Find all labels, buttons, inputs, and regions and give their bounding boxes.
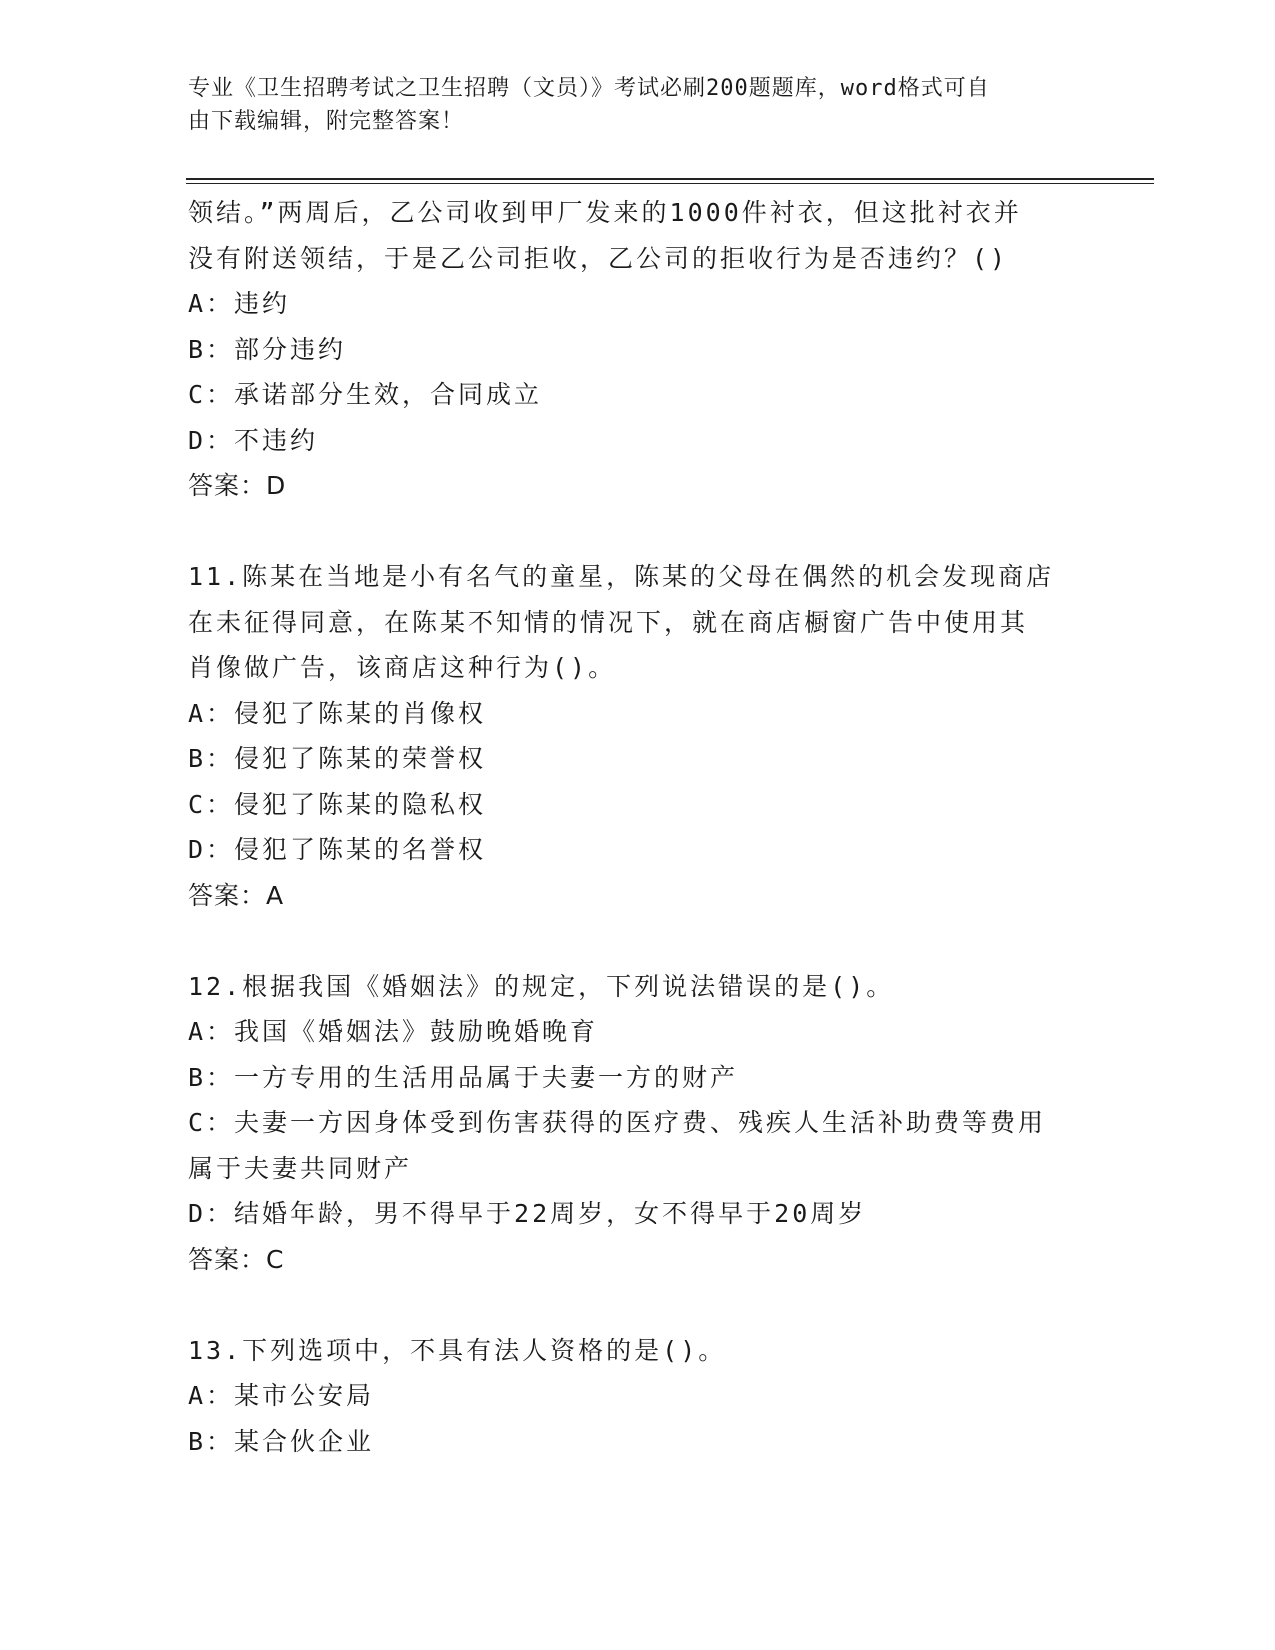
header-rule-thick — [186, 178, 1154, 180]
option-c: C：侵犯了陈某的隐私权 — [188, 789, 487, 819]
answer-line: 答案：C — [188, 1244, 285, 1274]
spacer — [188, 1282, 1088, 1328]
question-11 — [188, 554, 1088, 918]
answer-line: 答案：A — [188, 880, 285, 910]
question-stem-line: 11.陈某在当地是小有名气的童星，陈某的父母在偶然的机会发现商店 — [188, 562, 1055, 591]
option-a: A：侵犯了陈某的肖像权 — [188, 698, 487, 728]
header-rule-thin — [186, 183, 1154, 184]
option-b: B：某合伙企业 — [188, 1426, 375, 1456]
question-stem-line: 12.根据我国《婚姻法》的规定，下列说法错误的是()。 — [188, 971, 895, 1001]
question-list — [188, 190, 1088, 1464]
option-b: B：部分违约 — [188, 334, 347, 364]
option-b: B：一方专用的生活用品属于夫妻一方的财产 — [188, 1062, 739, 1092]
page-header — [188, 72, 1068, 138]
question-stem-line: 在未征得同意，在陈某不知情的情况下，就在商店橱窗广告中使用其 — [188, 607, 1029, 637]
option-d: D：侵犯了陈某的名誉权 — [188, 835, 487, 864]
option-b: B：侵犯了陈某的荣誉权 — [188, 744, 487, 773]
option-c: C：夫妻一方因身体受到伤害获得的医疗费、残疾人生活补助费等费用 — [188, 1108, 1047, 1137]
question-stem-line: 领结。”两周后，乙公司收到甲厂发来的1000件衬衣，但这批衬衣并 — [188, 198, 1022, 227]
option-a: A：我国《婚姻法》鼓励晚婚晚育 — [188, 1017, 599, 1046]
question-stem-line: 没有附送领结，于是乙公司拒收，乙公司的拒收行为是否违约？() — [188, 243, 1009, 273]
option-c: C：承诺部分生效，合同成立 — [188, 380, 543, 409]
question-12 — [188, 964, 1088, 1283]
question-10 — [188, 190, 1088, 509]
question-stem-line: 肖像做广告，该商店这种行为()。 — [188, 653, 617, 682]
spacer — [188, 509, 1088, 555]
header-title-line-2: 由下载编辑，附完整答案！ — [188, 109, 465, 134]
spacer — [188, 918, 1088, 964]
option-d: D：结婚年龄，男不得早于22周岁，女不得早于20周岁 — [188, 1199, 867, 1228]
option-a: A：某市公安局 — [188, 1381, 375, 1410]
question-stem-line: 13.下列选项中，不具有法人资格的是()。 — [188, 1335, 727, 1365]
question-13 — [188, 1328, 1088, 1465]
answer-line: 答案：D — [188, 471, 287, 500]
option-c-continued: 属于夫妻共同财产 — [188, 1153, 413, 1183]
option-d: D：不违约 — [188, 425, 319, 455]
header-title-line-1: 专业《卫生招聘考试之卫生招聘（文员）》考试必刷200题题库，word格式可自 — [188, 76, 990, 101]
option-a: A：违约 — [188, 289, 291, 318]
